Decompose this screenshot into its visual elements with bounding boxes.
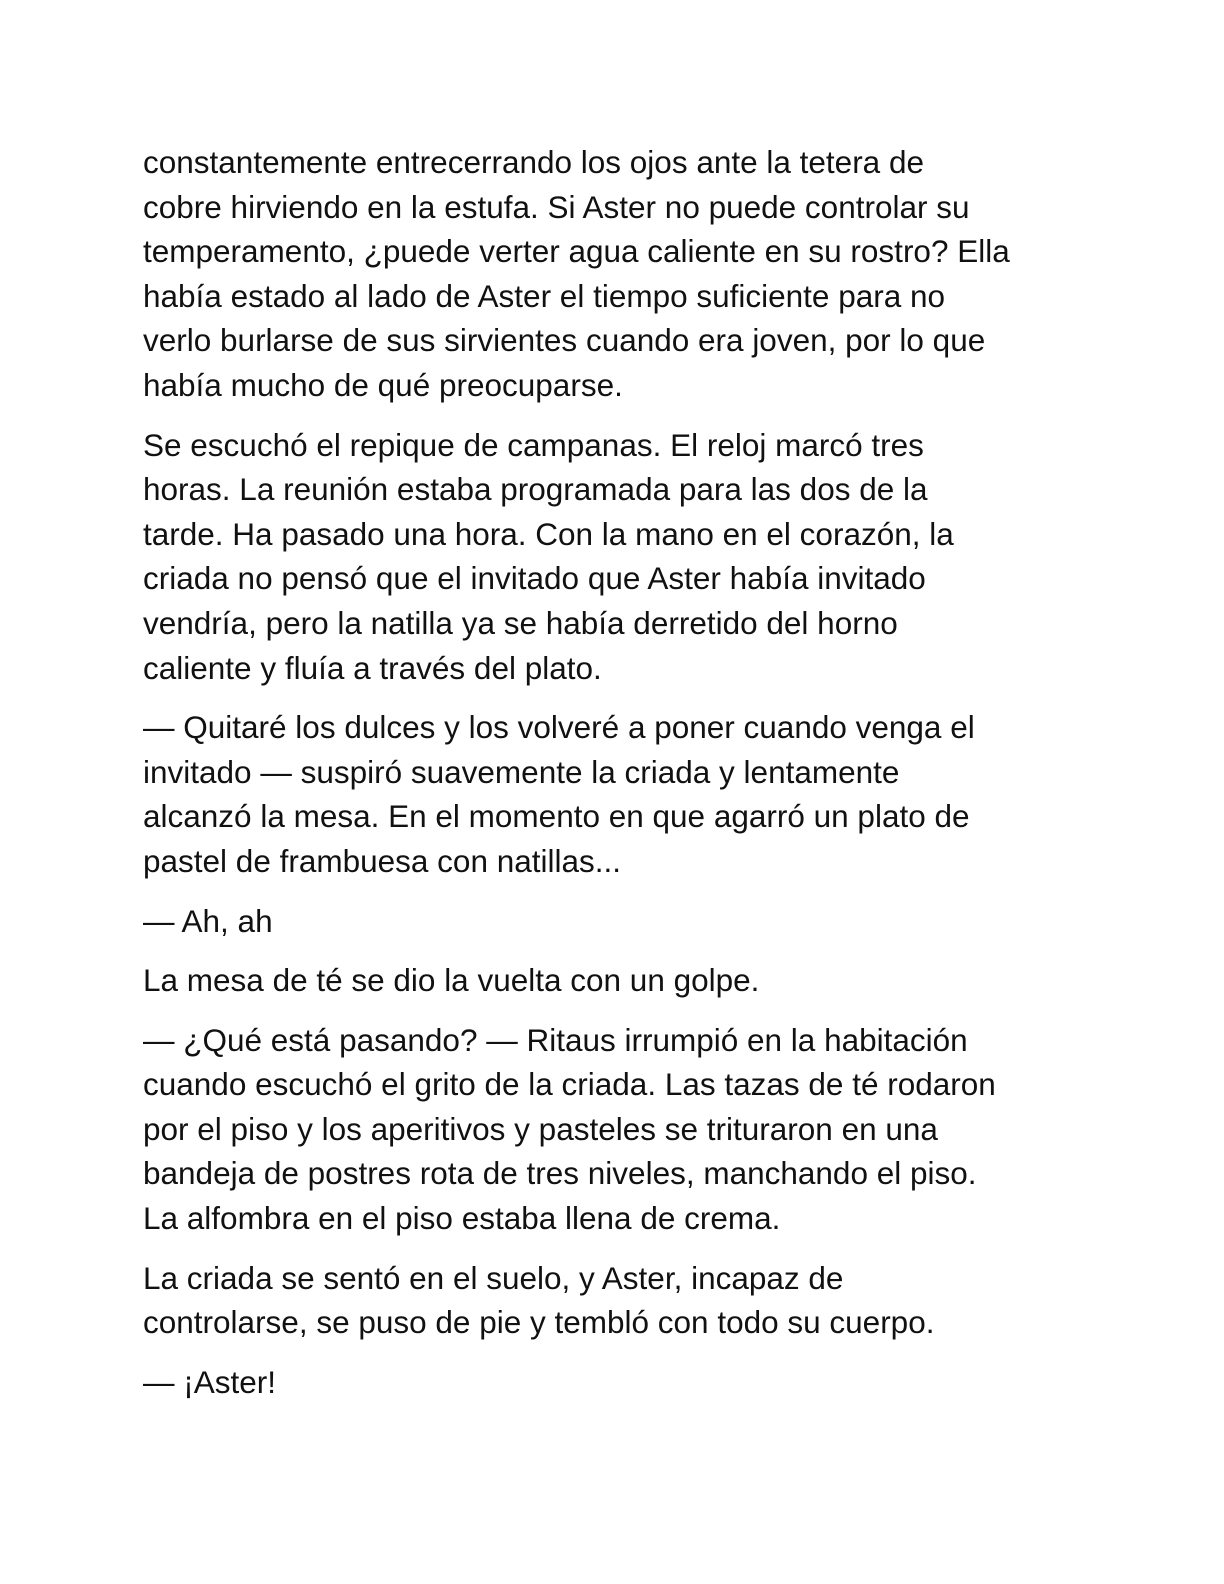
text-line: había estado al lado de Aster el tiempo suficiente para no [143,277,946,314]
paragraph-7 [143,1256,1083,1345]
text-line: — ¿Qué está pasando? — Ritaus irrumpió en la habitación [143,1021,968,1058]
paragraph-6 [143,1018,1083,1241]
text-line: caliente y fluía a través del plato. [143,649,602,686]
text-line: — ¡Aster! [143,1363,277,1400]
text-line: alcanzó la mesa. En el momento en que agarró un plato de [143,798,970,835]
text-line: cuando escuchó el grito de la criada. Las tazas de té rodaron [143,1066,996,1103]
text-line: por el piso y los aperitivos y pasteles se trituraron en una [143,1110,938,1147]
text-line: tarde. Ha pasado una hora. Con la mano en el corazón, la [143,515,954,552]
text-line: horas. La reunión estaba programada para las dos de la [143,471,928,508]
text-line: Se escuchó el repique de campanas. El reloj marcó tres [143,426,924,463]
text-line: controlarse, se puso de pie y tembló con todo su cuerpo. [143,1304,935,1341]
text-line: bandeja de postres rota de tres niveles, manchando el piso. [143,1155,977,1192]
text-line: había mucho de qué preocuparse. [143,366,623,403]
paragraph-4 [143,899,1083,944]
paragraph-5 [143,958,1083,1003]
text-line: invitado — suspiró suavemente la criada y lentamente [143,753,900,790]
paragraph-1 [143,140,1083,408]
text-line: La criada se sentó en el suelo, y Aster, incapaz de [143,1259,844,1296]
text-line: constantemente entrecerrando los ojos ante la tetera de [143,144,924,180]
paragraph-2 [143,423,1083,691]
text-line: — Ah, ah [143,902,273,939]
paragraph-3 [143,705,1083,883]
text-line: vendría, pero la natilla ya se había derretido del horno [143,604,898,641]
text-line: verlo burlarse de sus sirvientes cuando era joven, por lo que [143,322,986,359]
text-line: cobre hirviendo en la estufa. Si Aster no puede controlar su [143,188,970,225]
paragraph-8 [143,1360,1083,1405]
text-line: La alfombra en el piso estaba llena de crema. [143,1200,781,1237]
text-line: — Quitaré los dulces y los volveré a poner cuando venga el [143,709,975,746]
text-line: criada no pensó que el invitado que Aster había invitado [143,560,926,597]
text-line: temperamento, ¿puede verter agua caliente en su rostro? Ella [143,233,1010,270]
document-page [143,140,1083,1419]
text-line: La mesa de té se dio la vuelta con un golpe. [143,962,760,999]
text-line: pastel de frambuesa con natillas... [143,842,622,879]
